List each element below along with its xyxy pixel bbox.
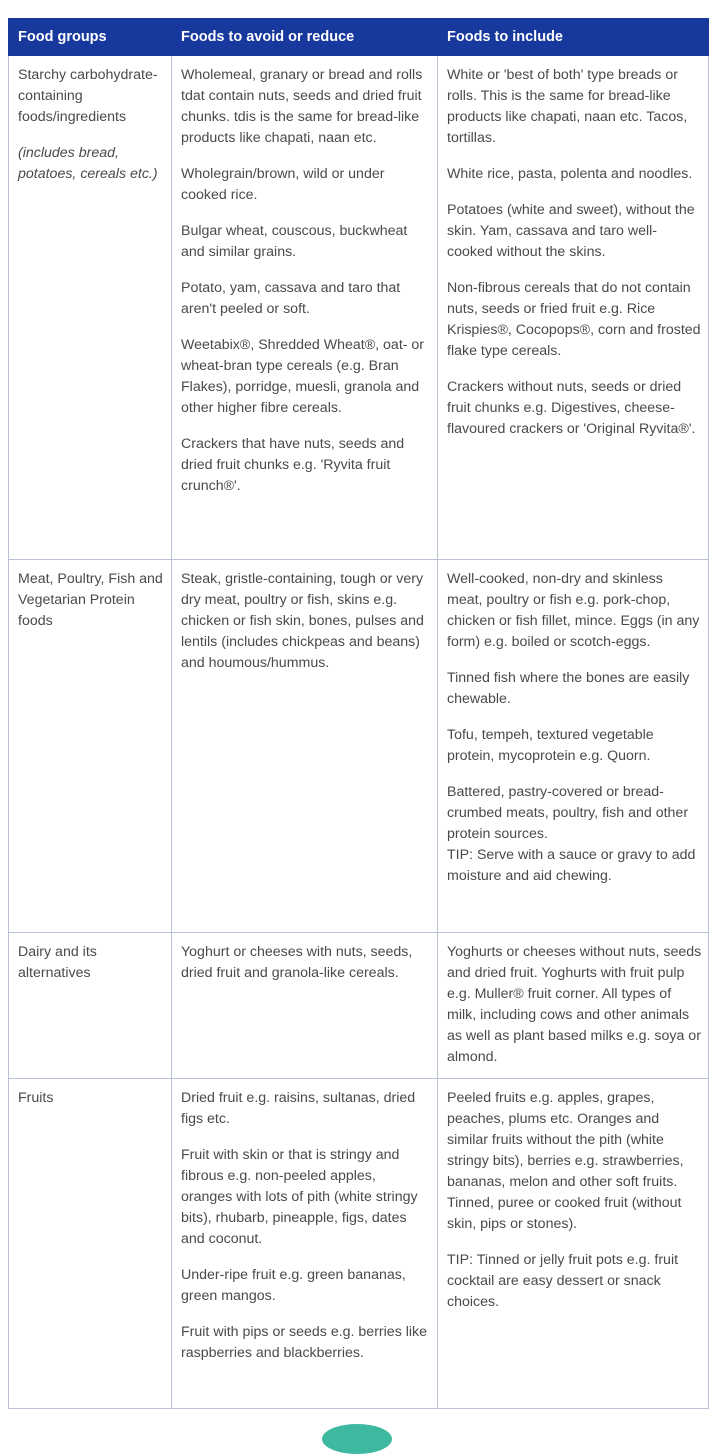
table-row-fruits [9, 1079, 709, 1409]
header-food-groups: Food groups [9, 19, 172, 56]
food-group-name: Fruits [18, 1090, 54, 1106]
include-item: Tinned fish where the bones are easily chewable. [447, 670, 690, 707]
table-row-protein [9, 560, 709, 933]
include-tip: TIP: Serve with a sauce or gravy to add moisture and aid chewing. [447, 847, 696, 884]
avoid-item: Wholemeal, granary or bread and rolls tdat contain nuts, seeds and dried fruit chunks. tdis is the same for bread-like products like chapati, naan etc. [181, 67, 423, 146]
include-item: Crackers without nuts, seeds or dried fruit chunks e.g. Digestives, cheese-flavoured crackers or 'Original Ryvita®'. [447, 379, 696, 437]
table-row-dairy [9, 933, 709, 1079]
table-row-starchy [9, 56, 709, 560]
avoid-cell [172, 56, 438, 560]
decorative-shape [322, 1424, 392, 1454]
food-group-name: Meat, Poultry, Fish and Vegetarian Protein foods [18, 571, 163, 629]
include-item: Well-cooked, non-dry and skinless meat, poultry or fish e.g. pork-chop, chicken or fish fillet, mince. Eggs (in any form) e.g. boiled or scotch-eggs. [447, 571, 700, 650]
include-item: White rice, pasta, polenta and noodles. [447, 166, 693, 182]
avoid-item: Fruit with skin or that is stringy and fibrous e.g. non-peeled apples, oranges with lots of pith (white stringy bits), rhubarb, pineapple, figs, dates and coconut. [181, 1147, 418, 1247]
include-item: Tofu, tempeh, textured vegetable protein, mycoprotein e.g. Quorn. [447, 727, 654, 764]
avoid-item: Crackers that have nuts, seeds and dried fruit chunks e.g. 'Ryvita fruit crunch®'. [181, 436, 405, 494]
avoid-item: Yoghurt or cheeses with nuts, seeds, dried fruit and granola-like cereals. [181, 944, 413, 981]
food-groups-table [8, 18, 709, 1409]
food-group-name: Dairy and its alternatives [18, 944, 97, 981]
avoid-cell [172, 933, 438, 1079]
include-item: Battered, pastry-covered or bread-crumbed meats, poultry, fish and other protein sources. [447, 784, 689, 842]
table-header-row [9, 19, 709, 56]
avoid-cell [172, 1079, 438, 1409]
include-item: Non-fibrous cereals that do not contain nuts, seeds or fried fruit e.g. Rice Krispies®, Cocopops®, corn and frosted flake type cereals. [447, 280, 701, 359]
include-item: Peeled fruits e.g. apples, grapes, peaches, plums etc. Oranges and similar fruits without the pith (white stringy bits), berries e.g. strawberries, bananas, melon and other soft fruits. Tinned, puree or cooked fruit (without skin, pips or stones). [447, 1090, 684, 1232]
include-tip: TIP: Tinned or jelly fruit pots e.g. fruit cocktail are easy dessert or snack choices. [447, 1252, 679, 1310]
include-cell [438, 56, 709, 560]
avoid-item: Dried fruit e.g. raisins, sultanas, dried figs etc. [181, 1090, 416, 1127]
avoid-item: Potato, yam, cassava and taro that aren't peeled or soft. [181, 280, 401, 317]
avoid-cell [172, 560, 438, 933]
include-cell [438, 560, 709, 933]
food-group-note: (includes bread, potatoes, cereals etc.) [18, 145, 158, 182]
header-foods-to-include: Foods to include [438, 19, 709, 56]
include-cell [438, 1079, 709, 1409]
food-group-cell [9, 56, 172, 560]
food-group-cell [9, 933, 172, 1079]
avoid-item: Under-ripe fruit e.g. green bananas, green mangos. [181, 1267, 406, 1304]
food-group-cell [9, 560, 172, 933]
include-item: White or 'best of both' type breads or rolls. This is the same for bread-like products like chapati, naan etc. Tacos, tortillas. [447, 67, 688, 146]
avoid-item: Steak, gristle-containing, tough or very dry meat, poultry or fish, skins e.g. chicken or fish skin, bones, pulses and lentils (includes chickpeas and beans) and houmous/hummus. [181, 571, 424, 671]
food-group-name: Starchy carbohydrate-containing foods/ingredients [18, 67, 158, 125]
header-foods-to-avoid: Foods to avoid or reduce [172, 19, 438, 56]
food-group-cell [9, 1079, 172, 1409]
include-cell [438, 933, 709, 1079]
include-item: Yoghurts or cheeses without nuts, seeds and dried fruit. Yoghurts with fruit pulp e.g. Muller® fruit corner. All types of milk, including cows and other animals as well as plant based milks e.g. soya or almond. [447, 944, 702, 1065]
include-item: Potatoes (white and sweet), without the skin. Yam, cassava and taro well-cooked without the skins. [447, 202, 695, 260]
avoid-item: Fruit with pips or seeds e.g. berries like raspberries and blackberries. [181, 1324, 428, 1361]
avoid-item: Weetabix®, Shredded Wheat®, oat- or wheat-bran type cereals (e.g. Bran Flakes), porridge, muesli, granola and other higher fibre cereals. [181, 337, 425, 416]
avoid-item: Bulgar wheat, couscous, buckwheat and similar grains. [181, 223, 408, 260]
avoid-item: Wholegrain/brown, wild or under cooked rice. [181, 166, 385, 203]
